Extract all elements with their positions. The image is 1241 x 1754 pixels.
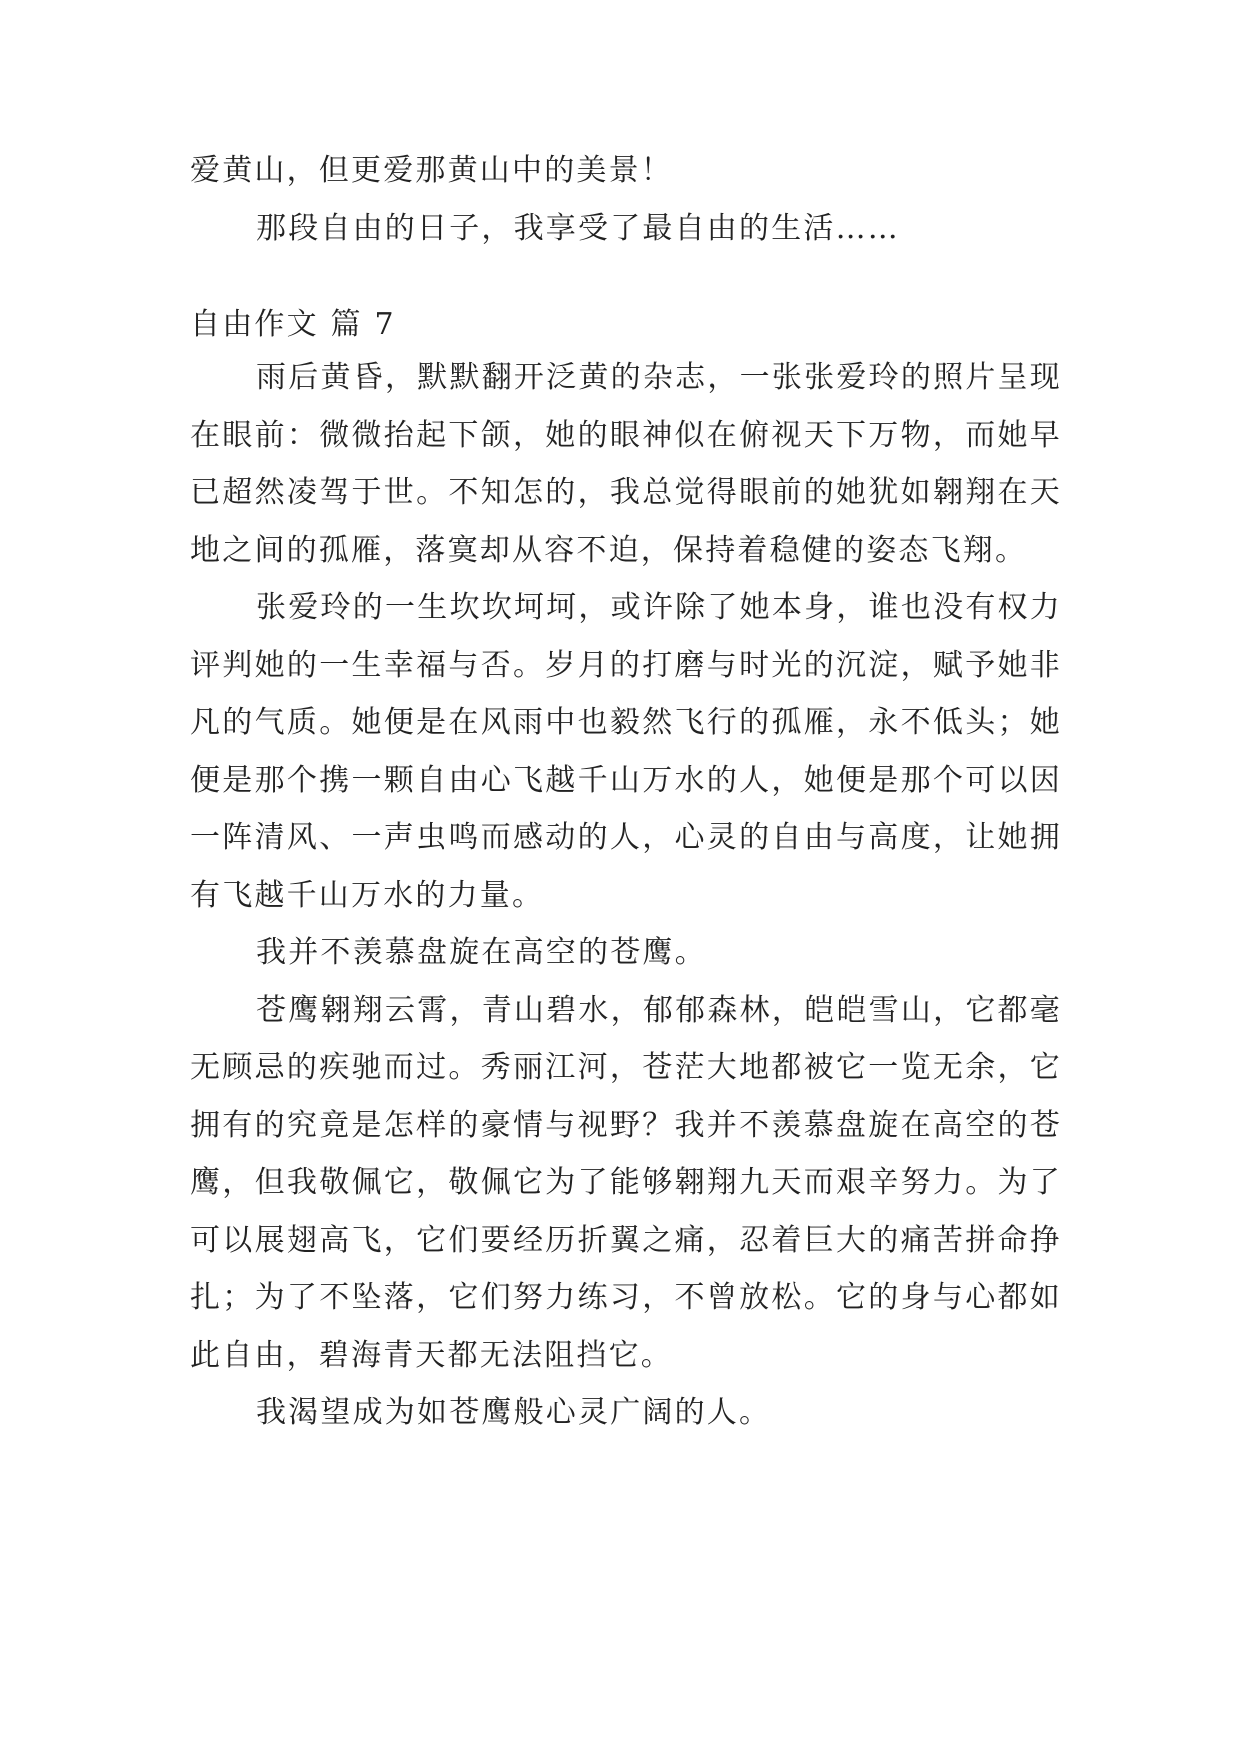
main-text-block (190, 349, 1062, 1442)
section-heading: 自由作文 篇 7 (190, 307, 396, 342)
paragraph: 雨后黄昏，默默翻开泛黄的杂志，一张张爱玲的照片呈现在眼前：微微抬起下颌，她的眼神似在俯视天下万物，而她早已超然凌驾于世。不知怎的，我总觉得眼前的她犹如翱翔在天地之间的孤雁，落寞却从容不迫，保持着稳健的姿态飞翔。 (190, 360, 1062, 568)
paragraph-continuation: 爱黄山，但更爱那黄山中的美景！ (190, 153, 673, 188)
paragraph: 那段自由的日子，我享受了最自由的生活…… (256, 210, 900, 246)
paragraph: 我渴望成为如苍鹰般心灵广阔的人。 (256, 1395, 772, 1430)
top-text-block (190, 142, 1062, 257)
paragraph: 苍鹰翱翔云霄，青山碧水，郁郁森林，皑皑雪山，它都毫无顾忌的疾驰而过。秀丽江河，苍茫大地都被它一览无余，它拥有的究竟是怎样的豪情与视野？我并不羡慕盘旋在高空的苍鹰，但我敬佩它，敬佩它为了能够翱翔九天而艰辛努力。为了可以展翅高飞，它们要经历折翼之痛，忍着巨大的痛苦拼命挣扎；为了不坠落，它们努力练习，不曾放松。它的身与心都如此自由，碧海青天都无法阻挡它。 (190, 992, 1062, 1373)
paragraph: 张爱玲的一生坎坎坷坷，或许除了她本身，谁也没有权力评判她的一生幸福与否。岁月的打磨与时光的沉淀，赋予她非凡的气质。她便是在风雨中也毅然飞行的孤雁，永不低头；她便是那个携一颗自由心飞越千山万水的人，她便是那个可以因一阵清风、一声虫鸣而感动的人，心灵的自由与高度，让她拥有飞越千山万水的力量。 (190, 590, 1062, 913)
paragraph: 我并不羡慕盘旋在高空的苍鹰。 (256, 935, 707, 970)
